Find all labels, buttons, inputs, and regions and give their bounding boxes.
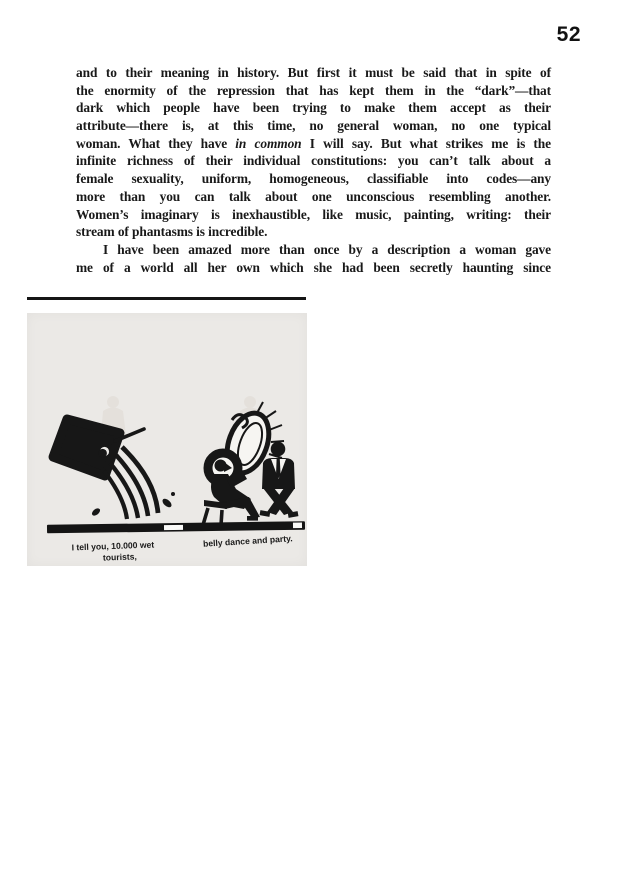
figure-captions [71,533,292,562]
caption-right: belly dance and party. [202,533,293,549]
text-line: attribute—there is, at this time, no general woman, no one typical [76,118,551,134]
text-line: more than you can talk about one unconscious resembling another. [76,188,551,204]
caption-left-line1: I tell you, 10.000 wet [71,539,155,553]
text-run: woman. What they have [76,135,236,151]
text-line: me of a world all her own which she had been secretly haunting since [76,259,551,275]
caption-left-line2: tourists, [102,551,138,563]
text-line: dark which people have been trying to make them accept as their [76,100,551,116]
platform-bar [47,521,305,533]
text-line: infinite richness of their individual constitutions: you can’t talk about a [76,153,551,169]
text-line: female sexuality, uniform, homogeneous, classifiable into codes—any [76,171,551,187]
text-line-with-italic [76,135,551,153]
figure-separator-rule [27,297,306,300]
bar-gap-left [164,525,183,530]
cartoon-illustration [27,313,307,566]
pouring-bucket-shape [53,419,144,476]
bar-gap-right [293,522,302,528]
body-text [76,64,551,276]
text-line: stream of phantasms is incredible. [76,224,268,240]
chair-leg [203,508,208,525]
page-number: 52 [556,23,581,46]
text-line: the enormity of the repression that has kept them in the “dark”—that [76,82,551,98]
text-run: I will say. But what strikes me is the [301,135,551,151]
text-run-italic: in common [235,135,302,151]
text-line: Women’s imaginary is inexhaustible, like music, painting, writing: their [76,206,551,222]
cartoon-figure [27,313,307,566]
text-line: I have been amazed more than once by a description a woman gave [103,241,551,257]
text-line: and to their meaning in history. But first it must be said that in spite of [76,65,551,80]
